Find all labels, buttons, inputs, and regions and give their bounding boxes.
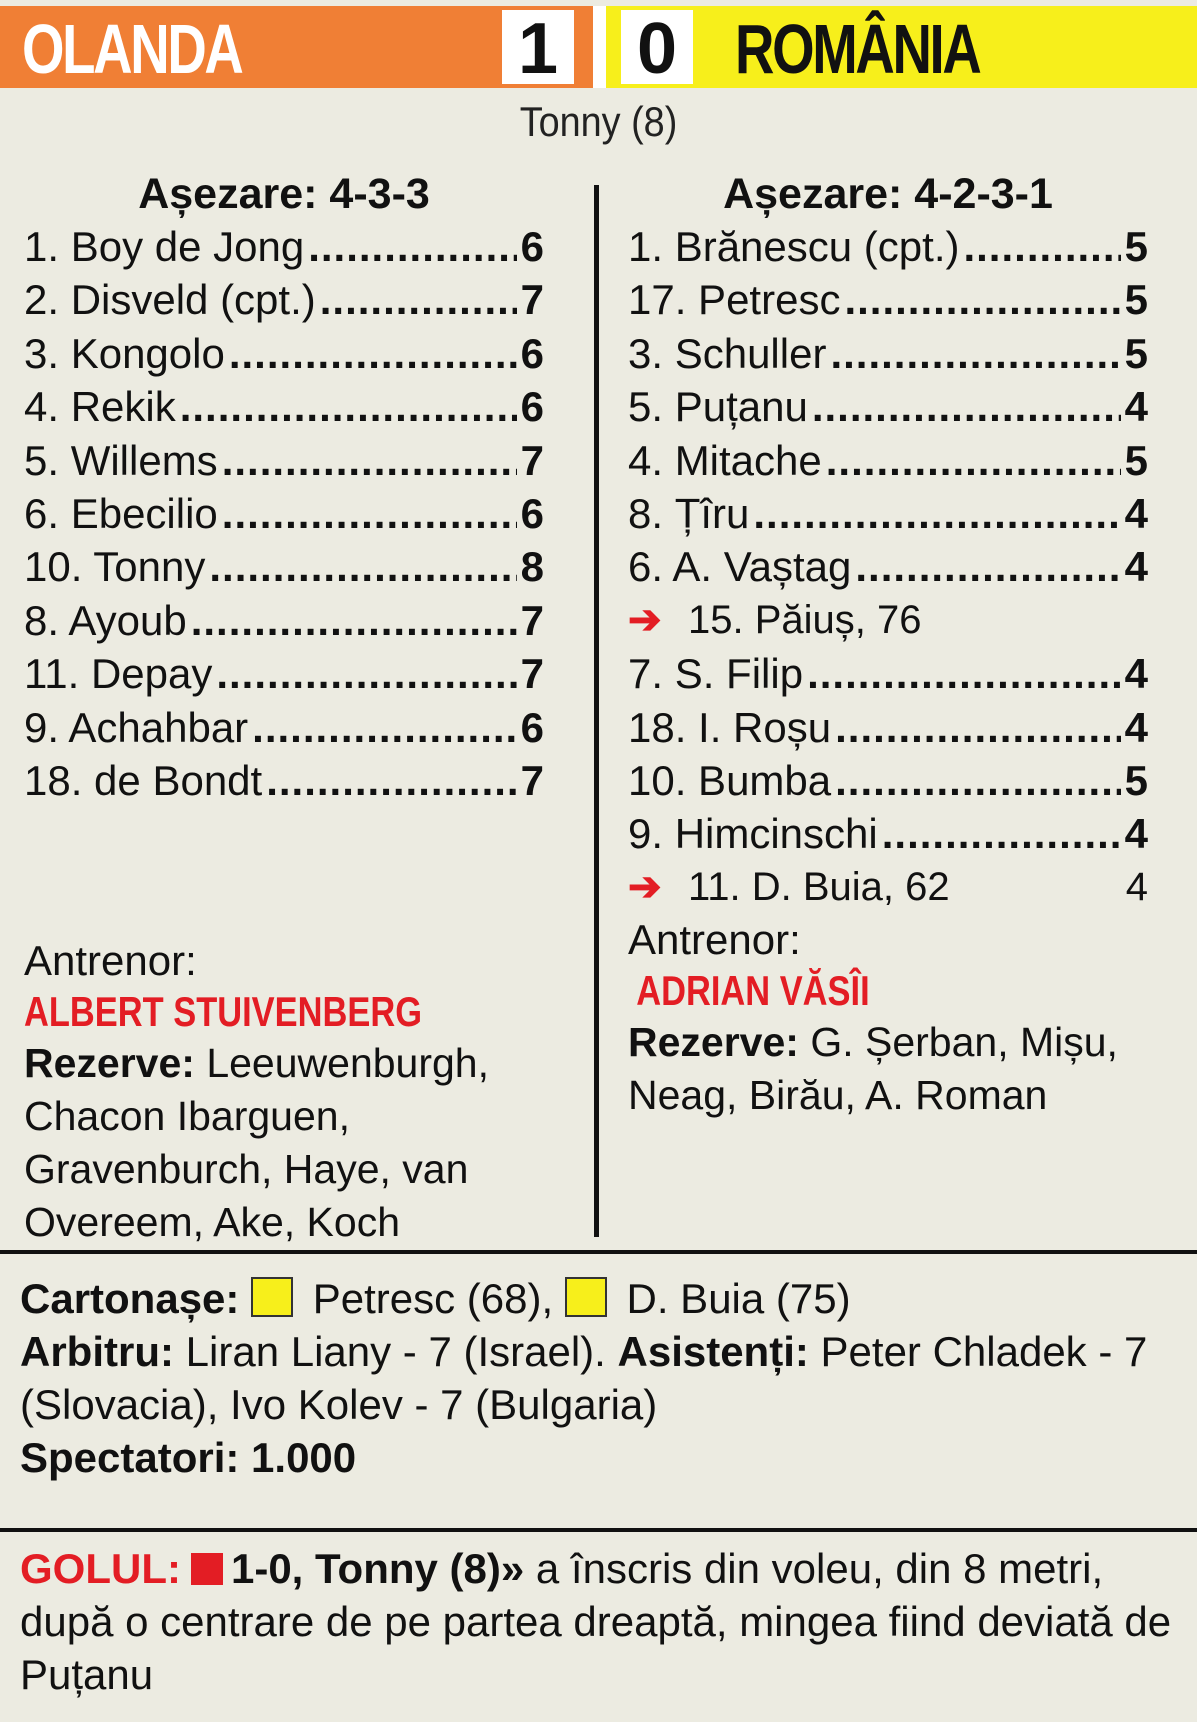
player-row [628, 327, 1148, 380]
player-grade: 5 [1124, 329, 1148, 377]
dot-leader [320, 273, 517, 326]
referee-name: Liran Liany - 7 (Israel). [173, 1328, 618, 1375]
player-grade: 7 [520, 650, 544, 698]
dot-leader [844, 273, 1120, 326]
home-lineup [24, 168, 544, 1249]
player-row [24, 273, 544, 326]
player-name: 1. Brănescu (cpt.) [628, 223, 960, 270]
player-grade: 4 [1124, 650, 1148, 698]
away-reserves-list: G. Șerban, Mișu, Neag, Birău, A. Roman [628, 1019, 1118, 1119]
dot-leader [209, 540, 516, 593]
player-name: 9. Achahbar [24, 703, 249, 751]
player-row [24, 647, 544, 700]
player-name: 9. Himcinschi [628, 810, 878, 858]
home-coach-name: ALBERT STUIVENBERG [24, 988, 422, 1036]
dot-leader [308, 220, 516, 273]
player-row [628, 754, 1148, 807]
dot-leader [180, 380, 517, 433]
cards-label: Cartonașe: [20, 1275, 240, 1322]
player-row [24, 540, 544, 593]
player-grade: 5 [1124, 276, 1148, 324]
away-formation: Așezare: 4-2-3-1 [723, 170, 1053, 218]
substitution-row [628, 861, 1148, 914]
player-grade: 6 [520, 329, 544, 377]
dot-leader [216, 647, 516, 700]
player-grade: 4 [1124, 703, 1148, 751]
player-grade: 6 [520, 383, 544, 431]
dot-leader [830, 327, 1120, 380]
home-reserves [24, 1037, 544, 1249]
dot-leader [252, 701, 516, 754]
player-grade: 7 [520, 756, 544, 804]
section-rule [0, 1250, 1197, 1254]
player-row [628, 647, 1148, 700]
dot-leader [229, 327, 517, 380]
dot-leader [812, 380, 1121, 433]
dot-leader [222, 434, 517, 487]
dot-leader [266, 754, 516, 807]
player-grade: 7 [520, 436, 544, 484]
substitute-grade: 4 [1125, 864, 1148, 909]
match-info [20, 1272, 1180, 1484]
away-reserves-label: Rezerve: [628, 1019, 799, 1066]
away-team-name: ROMÂNIA [735, 10, 980, 88]
away-reserves [628, 1016, 1148, 1122]
header-separator [593, 6, 606, 88]
home-team-name: OLANDA [22, 10, 242, 88]
home-reserves-label: Rezerve: [24, 1040, 195, 1087]
yellow-card-icon [251, 1277, 293, 1317]
card-entry: Petresc (68), [301, 1275, 554, 1322]
player-name: 18. de Bondt [24, 756, 263, 804]
player-grade: 5 [1124, 756, 1148, 804]
player-grade: 4 [1124, 383, 1148, 431]
dot-leader [807, 647, 1121, 700]
player-name: 10. Bumba [628, 756, 832, 804]
player-name: 6. Ebecilio [24, 489, 218, 537]
player-grade: 4 [1124, 810, 1148, 858]
player-name: 3. Kongolo [24, 329, 225, 377]
dot-leader [222, 487, 517, 540]
player-name: 4. Mitache [628, 436, 822, 484]
player-name: 4. Rekik [24, 383, 176, 431]
player-row [24, 487, 544, 540]
player-name: 5. Puțanu [628, 383, 808, 431]
player-row [628, 701, 1148, 754]
referee-label: Arbitru: [20, 1328, 174, 1375]
player-grade: 7 [520, 276, 544, 324]
assistants-names: Peter Chladek - 7 (Slovacia), Ivo Kolev - 7 (Bulgaria) [20, 1328, 1148, 1428]
player-name: 17. Petresc [628, 276, 841, 324]
player-grade: 4 [1124, 489, 1148, 537]
substitution-row [628, 594, 1148, 647]
cards-line [20, 1272, 1180, 1325]
goal-section [20, 1542, 1180, 1701]
away-lineup [628, 168, 1148, 1122]
player-row [628, 380, 1148, 433]
home-formation: Așezare: 4-3-3 [138, 170, 430, 218]
column-divider [594, 185, 599, 1237]
dot-leader [835, 754, 1121, 807]
player-row [24, 220, 544, 273]
player-name: 18. I. Roșu [628, 703, 832, 751]
goal-score: 1-0, Tonny (8)» [230, 1545, 525, 1592]
player-grade: 4 [1124, 543, 1148, 591]
dot-leader [882, 807, 1121, 860]
away-coach-name: ADRIAN VĂSÎI [636, 967, 870, 1015]
substitute-name: 11. D. Buia, 62 [688, 864, 950, 909]
player-row [24, 434, 544, 487]
player-grade: 6 [520, 703, 544, 751]
player-row [628, 220, 1148, 273]
home-score: 1 [502, 10, 574, 84]
card-entry: D. Buia (75) [614, 1275, 851, 1322]
dot-leader [191, 594, 517, 647]
player-name: 5. Willems [24, 436, 218, 484]
player-name: 2. Disveld (cpt.) [24, 276, 316, 324]
away-score: 0 [621, 10, 693, 84]
away-coach-label: Antrenor: [628, 916, 801, 964]
player-name: 1. Boy de Jong [24, 223, 305, 270]
goal-marker-icon [191, 1553, 223, 1585]
player-row [24, 380, 544, 433]
player-name: 8. Țîru [628, 489, 750, 537]
player-grade: 5 [1124, 223, 1148, 270]
goal-label: GOLUL: [20, 1545, 181, 1592]
player-row [628, 807, 1148, 860]
substitute-name: 15. Păiuș, 76 [688, 597, 922, 642]
player-row [24, 594, 544, 647]
player-grade: 6 [520, 223, 544, 270]
player-row [24, 327, 544, 380]
away-player-list [628, 220, 1148, 594]
home-coach-label: Antrenor: [24, 937, 197, 985]
away-player-list-2 [628, 647, 1148, 861]
player-grade: 6 [520, 489, 544, 537]
substitution-arrow-icon: ➔ [628, 597, 662, 642]
yellow-card-icon [565, 1277, 607, 1317]
player-row [628, 540, 1148, 593]
player-name: 7. S. Filip [628, 650, 804, 698]
dot-leader [855, 540, 1120, 593]
assistants-label: Asistenți: [617, 1328, 809, 1375]
substitution-arrow-icon: ➔ [628, 864, 662, 909]
player-row [24, 754, 544, 807]
player-grade: 5 [1124, 436, 1148, 484]
scorer-line: Tonny (8) [519, 98, 678, 145]
spectators: Spectatori: 1.000 [20, 1434, 357, 1481]
player-grade: 8 [520, 543, 544, 591]
player-row [628, 434, 1148, 487]
player-name: 11. Depay [24, 650, 213, 698]
dot-leader [826, 434, 1121, 487]
player-name: 8. Ayoub [24, 596, 187, 644]
home-player-list [24, 220, 544, 807]
player-grade: 7 [520, 596, 544, 644]
spectators-line [20, 1431, 1180, 1484]
home-reserves-list: Leeuwenburgh, Chacon Ibarguen, Gravenburch, Haye, van Overeem, Ake, Koch [24, 1040, 490, 1246]
player-name: 10. Tonny [24, 543, 206, 591]
officials-line [20, 1325, 1180, 1431]
player-row [628, 487, 1148, 540]
player-name: 3. Schuller [628, 329, 827, 377]
dot-leader [753, 487, 1120, 540]
goal-description: a înscris din voleu, din 8 metri, după o centrare de pe partea dreaptă, mingea fiind deviată de Puțanu [20, 1545, 1172, 1698]
player-row [628, 273, 1148, 326]
player-row [24, 701, 544, 754]
dot-leader [835, 701, 1121, 754]
section-rule [0, 1528, 1197, 1532]
player-name: 6. A. Vaștag [628, 543, 852, 591]
dot-leader [963, 220, 1120, 273]
